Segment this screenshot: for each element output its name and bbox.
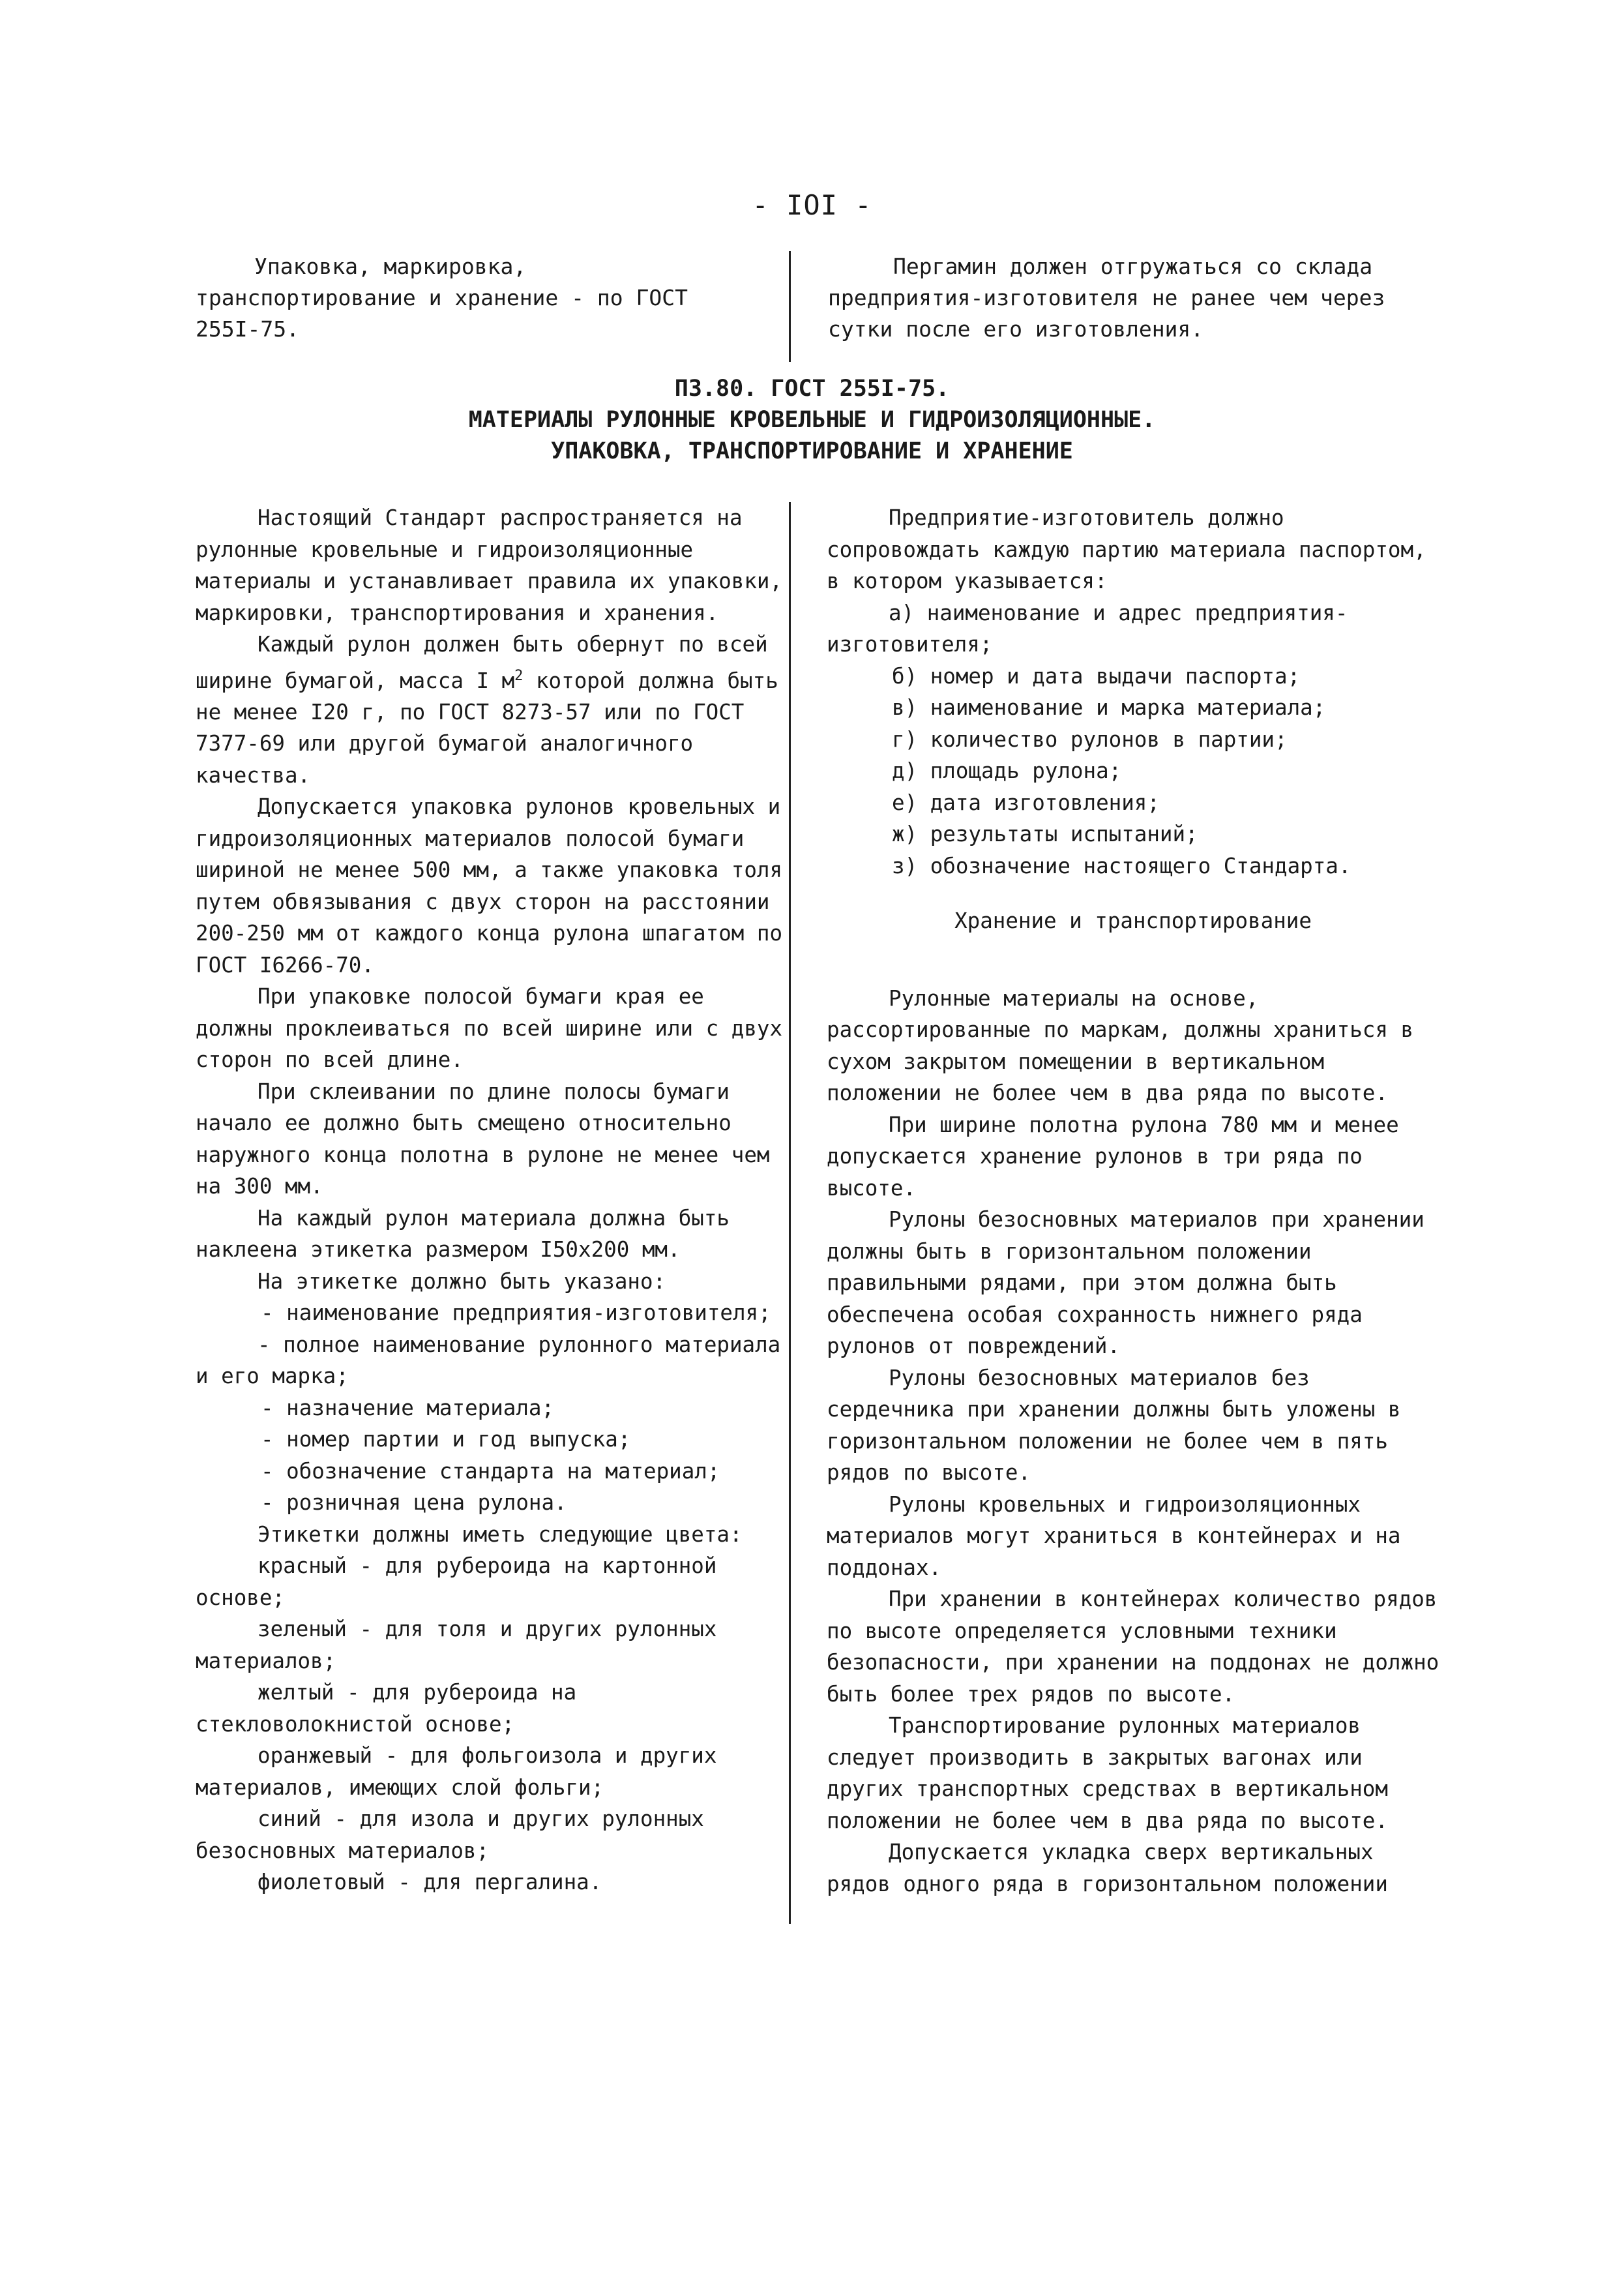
left-paragraph: Допускается упаковка рулонов кровельных и гидроизоляционных материалов полосой бумаги шириной не менее 500 мм, а также упаковка толя путем обвязывания с двух сторон на расстоянии 200-250 мм от каждого конца рулона шпагатом по ГОСТ I6266-70. [196,794,783,978]
page-number: - IOI - [752,189,872,221]
heading-line-2: МАТЕРИАЛЫ РУЛОННЫЕ КРОВЕЛЬНЫЕ И ГИДРОИЗОЛЯЦИОННЫЕ. [468,407,1156,433]
top-left-block [196,251,750,345]
passport-item: б) номер и дата выдачи паспорта; [892,663,1301,689]
label-list-item: - наименование предприятия-изготовителя; [261,1300,771,1326]
passport-item: г) количество рулонов в партии; [892,726,1288,752]
right-paragraph: Рулоны безосновных материалов без сердечника при хранении должны быть уложены в горизонтальном положении не более чем в пять рядов по высоте. [827,1365,1401,1485]
wrapping-text-start: Каждый рулон должен быть обернут по всей ширине бумагой, масса I м [196,632,768,693]
color-list-item: желтый - для рубероида на стекловолокнистой основе; [196,1680,577,1737]
label-list-item: - номер партии и год выпуска; [261,1427,631,1452]
passport-item: з) обозначение настоящего Стандарта. [892,853,1351,878]
top-right-text: Пергамин должен отгружаться со склада предприятия-изготовителя не ранее чем через сутки после его изготовления. [828,254,1385,342]
passport-item: е) дата изготовления; [892,790,1160,815]
label-list-item: - полное наименование рулонного материала и его марка; [196,1332,781,1389]
passport-item: а) наименование и адрес предприятия-изготовителя; [827,600,1348,657]
right-paragraph: Рулоны кровельных и гидроизоляционных материалов могут храниться в контейнерах и на поддонах. [827,1491,1401,1580]
right-column [827,502,1439,1900]
label-list-item: - розничная цена рулона. [261,1490,567,1516]
right-paragraph: Транспортирование рулонных материалов следует производить в закрытых вагонах или других транспортных средствах в вертикальном положении не более чем в два ряда по высоте. [827,1713,1388,1833]
color-list-item: оранжевый - для фольгоизола и других материалов, имеющих слой фольги; [196,1743,717,1800]
main-divider-line [789,502,791,1924]
section-heading [0,373,1624,467]
color-list-item: зеленый - для толя и других рулонных материалов; [196,1617,717,1673]
right-paragraph: Допускается укладка сверх вертикальных рядов одного ряда в горизонтальном положении [827,1840,1388,1896]
subsection-heading: Хранение и транспортирование [954,908,1312,933]
left-paragraph: При упаковке полосой бумаги края ее должны проклеиваться по всей ширине или с двух сторон по всей длине. [196,984,783,1073]
heading-line-3: УПАКОВКА, ТРАНСПОРТИРОВАНИЕ И ХРАНЕНИЕ [551,438,1073,464]
wrapping-text-end: которой должна быть не менее I20 г, по ГОСТ 8273-57 или по ГОСТ 7377-69 или другой бумагой аналогичного качества. [196,668,778,788]
right-paragraph: Рулонные материалы на основе, рассортированные по маркам, должны храниться в сухом закрытом помещении в вертикальном положении не более чем в два ряда по высоте. [827,985,1414,1105]
label-list-item: - обозначение стандарта на материал; [261,1458,720,1484]
heading-line-1: ПЗ.80. ГОСТ 255I-75. [674,376,950,402]
left-paragraph: На этикетке должно быть указано: [258,1268,666,1294]
label-list-item: - назначение материала; [261,1395,555,1420]
top-divider-line [789,251,791,362]
top-right-block [828,251,1441,345]
right-paragraph: При ширине полотна рулона 780 мм и менее допускается хранение рулонов в три ряда по высоте. [827,1112,1399,1201]
color-list-item: красный - для рубероида на картонной основе; [196,1553,717,1610]
right-paragraph: Рулоны безосновных материалов при хранении должны быть в горизонтальном положении правильными рядами, при этом должна быть обеспечена особая сохранность нижнего ряда рулонов от повреждений. [827,1207,1425,1358]
square-meter-superscript: 2 [514,667,524,684]
color-list-item: синий - для изола и других рулонных безосновных материалов; [196,1806,704,1863]
left-paragraph-wrapping [196,629,789,791]
passport-item: в) наименование и марка материала; [892,695,1326,720]
left-paragraph: При склеивании по длине полосы бумаги начало ее должно быть смещено относительно наружного конца полотна в рулоне не менее чем на 300 мм. [196,1079,770,1199]
left-paragraph: Этикетки должны иметь следующие цвета: [258,1521,743,1547]
left-column [196,502,789,1898]
passport-item: д) площадь рулона; [892,758,1122,783]
top-left-text: Упаковка, маркировка, транспортирование и хранение - по ГОСТ 255I-75. [196,254,688,342]
color-list-item: фиолетовый - для пергалина. [258,1870,602,1895]
left-paragraph: Настоящий Стандарт распространяется на рулонные кровельные и гидроизоляционные материалы и устанавливает правила их упаковки, маркировки, транспортирования и хранения. [196,505,783,625]
right-paragraph: Предприятие-изготовитель должно сопровождать каждую партию материала паспортом, в котором указывается: [827,505,1426,593]
left-paragraph: На каждый рулон материала должна быть наклеена этикетка размером I50x200 мм. [196,1205,730,1263]
right-paragraph: При хранении в контейнерах количество рядов по высоте определяется условными техники безопасности, при хранении на поддонах не должно быть более трех рядов по высоте. [827,1587,1439,1707]
passport-item: ж) результаты испытаний; [892,822,1198,846]
